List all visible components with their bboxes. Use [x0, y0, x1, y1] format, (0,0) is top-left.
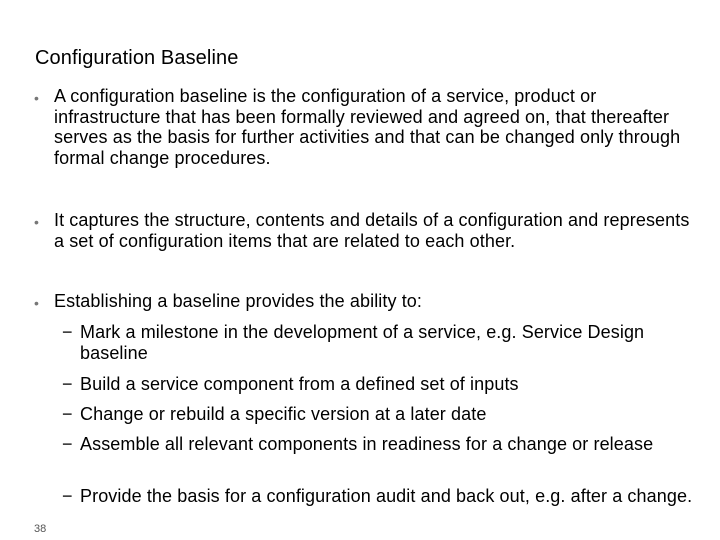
bullet-text-captures: It captures the structure, contents and details of a configuration and represents a set of configuration items that are related to each other.: [54, 210, 690, 251]
bullet-text-definition: A configuration baseline is the configuration of a service, product or infrastructure that has been formally reviewed and agreed on, that thereafter serves as the basis for further activities and that can be changed only through formal change procedures.: [54, 86, 681, 168]
page-number: 38: [34, 523, 47, 535]
dash-icon: −: [62, 486, 73, 506]
dash-icon: −: [62, 374, 73, 394]
slide-title: Configuration Baseline: [35, 47, 239, 69]
bullet-icon: •: [34, 295, 39, 311]
sub-item-text: Provide the basis for a configuration audit and back out, e.g. after a change.: [80, 486, 693, 506]
dash-icon: −: [62, 322, 73, 342]
sub-item-text: Change or rebuild a specific version at a later date: [80, 404, 487, 424]
dash-icon: −: [62, 434, 73, 454]
sub-item-text: Assemble all relevant components in readiness for a change or release: [80, 434, 654, 454]
sub-item-text: Build a service component from a defined set of inputs: [80, 374, 519, 394]
sub-item-text: Mark a milestone in the development of a service, e.g. Service Design baseline: [80, 322, 645, 363]
bullet-icon: •: [34, 214, 39, 230]
bullet-text-establishing: Establishing a baseline provides the ability to:: [54, 291, 423, 311]
dash-icon: −: [62, 404, 73, 424]
bullet-icon: •: [34, 90, 39, 106]
